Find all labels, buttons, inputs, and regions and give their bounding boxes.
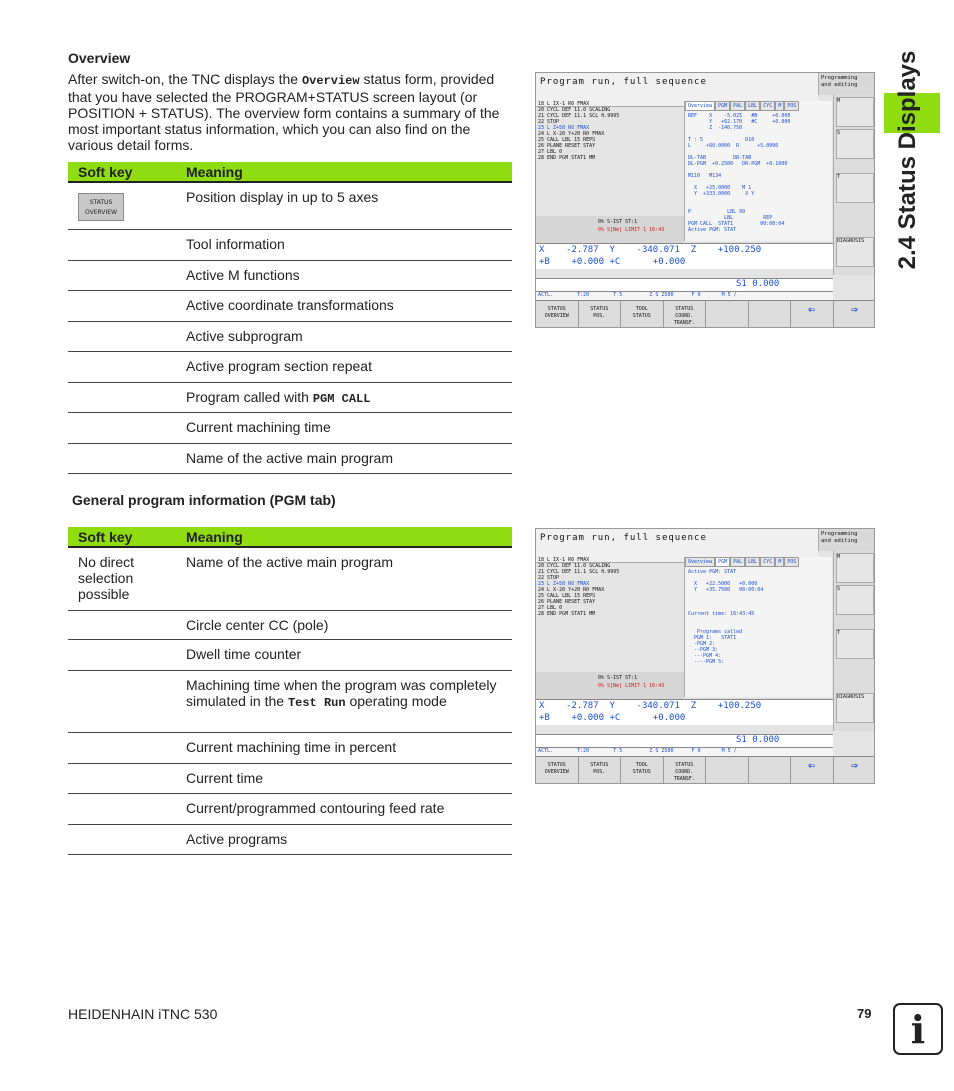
overview-paragraph: After switch-on, the TNC displays the Overview status form, provided that you have selected the PROGRAM+STATUS screen layout (or POSITION + STATUS). The overview form contains a summary of the most important status information, which you can also find on the various detail forms.	[68, 71, 500, 153]
position-display: X -2.787 Y -340.071 Z +100.250 +B +0.000 +C +0.000	[536, 243, 833, 269]
tab-pal[interactable]: PAL	[730, 101, 745, 111]
table-row: Current/programmed contouring feed rate	[68, 794, 512, 825]
table-row: Current machining time in percent	[68, 733, 512, 764]
tab-pos[interactable]: POS	[784, 101, 799, 111]
status-panel	[684, 101, 832, 241]
blank-softkey[interactable]	[706, 301, 749, 328]
page-forward-softkey[interactable]	[834, 301, 876, 328]
bottom-softkeys	[536, 756, 875, 784]
blank-softkey	[749, 301, 792, 328]
diagnosis-softkey[interactable]: DIAGNOSIS	[836, 237, 874, 267]
program-listing: 18 L IX-1 R0 FMAX 20 CYCL DEF 11.0 SCALING 21 CYCL DEF 11.1 SCL 0.9995 22 STOP 23 L Z+50 R0 FMAX 24 L X-20 Y+20 R0 FMAX 25 CALL LBL 15 REPS 26 PLANE RESET STAY 27 LBL 0 28 END PGM STAT1 MM	[538, 101, 620, 161]
tab-pal[interactable]: PAL	[730, 557, 745, 567]
table-row: Active M functions	[68, 261, 512, 291]
spindle-speed: S1 0.000	[536, 734, 833, 747]
arrow-left-icon: ⇐	[808, 758, 816, 772]
screen-title: Program run, full sequence	[536, 529, 818, 563]
table-header: Soft key Meaning	[68, 527, 512, 548]
tnc-screenshot-overview	[535, 72, 875, 328]
spindle-status: 0% S-IST ST:1 0% S[Nm] LIMIT 1 16:43	[536, 672, 684, 699]
page-number: 79	[857, 1006, 872, 1021]
arrow-right-icon: ⇒	[850, 758, 858, 772]
table-row: Active subprogram	[68, 322, 512, 352]
bottom-softkeys	[536, 300, 875, 328]
page-back-softkey[interactable]	[791, 757, 834, 784]
no-direct-selection: No direct selection possible	[78, 554, 135, 602]
overview-softkey-table	[68, 162, 512, 474]
table-row: Active programs	[68, 825, 512, 855]
tab-cyc[interactable]: CYC	[760, 101, 775, 111]
status-overview-softkey[interactable]: STATUS OVERVIEW	[78, 193, 124, 221]
actual-values-line: ACTL. T:20 T 5 Z S 2500 F 0 M 5 /	[536, 747, 833, 756]
table-row: Program called with PGM CALL	[68, 383, 512, 413]
program-listing: 18 L IX-1 R0 FMAX 20 CYCL DEF 11.0 SCALING 21 CYCL DEF 11.1 SCL 0.9995 22 STOP 23 L Z+50 R0 FMAX 24 L X-20 Y+20 R0 FMAX 25 CALL LBL 15 REPS 26 PLANE RESET STAY 27 LBL 0 28 END PGM STAT1 MM	[538, 557, 620, 617]
coord-transf-softkey[interactable]: STATUS COORD. TRANSF.	[664, 301, 707, 328]
blank-softkey	[749, 757, 792, 784]
s-softkey[interactable]: S	[836, 585, 874, 615]
info-icon: i	[893, 1003, 943, 1055]
tool-status-softkey[interactable]: TOOL STATUS	[621, 301, 664, 328]
table-row: Active coordinate transformations	[68, 291, 512, 322]
status-panel	[684, 557, 832, 697]
t-softkey[interactable]: T	[836, 173, 874, 203]
actual-values-line: ACTL. T:20 T 5 Z S 2500 F 0 M 5 /	[536, 291, 833, 300]
table-row: Circle center CC (pole)	[68, 611, 512, 640]
overview-heading: Overview	[68, 50, 131, 66]
table-row: Dwell time counter	[68, 640, 512, 671]
tnc-screenshot-pgm	[535, 528, 875, 784]
section-side-title: 2.4 Status Displays	[894, 50, 921, 270]
mode-indicator: Programming and editing	[818, 73, 875, 95]
page-back-softkey[interactable]	[791, 301, 834, 328]
tab-pgm[interactable]: PGM	[715, 101, 730, 111]
overview-panel-text: REF X -5.025 #B +0.000 Y +62.170 #C +0.000 Z -140.750 T : 5 D10 L +60.0000 R +5.0000 DL-TAB DR-TAB DL-PGM +0.2500 DR-PGM +0.1000 M110 M134 X +25.0000 M 1 Y +333.0000 X Y P LBL 99 LBL REP PGM CALL STAT1 00:00:04 Active PGM: STAT	[688, 113, 791, 233]
m-softkey[interactable]: M	[836, 553, 874, 583]
table-row: Current time	[68, 764, 512, 794]
spindle-status: 0% S-IST ST:1 0% S[Nm] LIMIT 1 16:43	[536, 216, 684, 243]
right-softkeys	[833, 551, 875, 731]
s-softkey[interactable]: S	[836, 129, 874, 159]
status-tabs	[685, 557, 832, 567]
screen-title: Program run, full sequence	[536, 73, 818, 107]
tab-pgm[interactable]: PGM	[715, 557, 730, 567]
tab-lbl[interactable]: LBL	[745, 557, 760, 567]
mode-indicator: Programming and editing	[818, 529, 875, 551]
pgm-panel-text: Active PGM: STAT X +22.5000 +0.000 Y +35.7500 00:00:04 Current time: 16:43:45 Programs called PGM 1: STAT1 -PGM 2: --PGM 3: ---PGM 4: ----PGM 5:	[688, 569, 764, 665]
position-display: X -2.787 Y -340.071 Z +100.250 +B +0.000 +C +0.000	[536, 699, 833, 725]
pgm-tab-table	[68, 527, 512, 855]
tab-cyc[interactable]: CYC	[760, 557, 775, 567]
tab-m[interactable]: M	[775, 557, 784, 567]
table-row: Machining time when the program was completely simulated in the Test Run operating mode	[68, 671, 512, 733]
right-softkeys	[833, 95, 875, 275]
status-overview-softkey[interactable]: STATUS OVERVIEW	[536, 757, 579, 784]
coord-transf-softkey[interactable]: STATUS COORD. TRANSF.	[664, 757, 707, 784]
pgm-tab-heading: General program information (PGM tab)	[72, 492, 336, 508]
table-header: Soft key Meaning	[68, 162, 512, 183]
table-row: Current machining time	[68, 413, 512, 444]
tab-m[interactable]: M	[775, 101, 784, 111]
tab-overview[interactable]: Overview	[685, 557, 715, 567]
status-tabs	[685, 101, 832, 111]
table-row: Tool information	[68, 230, 512, 261]
tab-lbl[interactable]: LBL	[745, 101, 760, 111]
m-softkey[interactable]: M	[836, 97, 874, 127]
table-row: Name of the active main program	[68, 444, 512, 474]
diagnosis-softkey[interactable]: DIAGNOSIS	[836, 693, 874, 723]
t-softkey[interactable]: T	[836, 629, 874, 659]
table-row: STATUS OVERVIEW Position display in up to 5 axes	[68, 183, 512, 230]
status-pos-softkey[interactable]: STATUS POS.	[579, 757, 622, 784]
tool-status-softkey[interactable]: TOOL STATUS	[621, 757, 664, 784]
arrow-left-icon: ⇐	[808, 302, 816, 316]
arrow-right-icon: ⇒	[850, 302, 858, 316]
spindle-speed: S1 0.000	[536, 278, 833, 291]
table-row: No direct selection possible Name of the active main program	[68, 548, 512, 611]
status-pos-softkey[interactable]: STATUS POS.	[579, 301, 622, 328]
footer-product: HEIDENHAIN iTNC 530	[68, 1006, 218, 1022]
page-forward-softkey[interactable]	[834, 757, 876, 784]
status-overview-softkey[interactable]: STATUS OVERVIEW	[536, 301, 579, 328]
blank-softkey[interactable]	[706, 757, 749, 784]
tab-overview[interactable]: Overview	[685, 101, 715, 111]
tab-pos[interactable]: POS	[784, 557, 799, 567]
table-row: Active program section repeat	[68, 352, 512, 383]
